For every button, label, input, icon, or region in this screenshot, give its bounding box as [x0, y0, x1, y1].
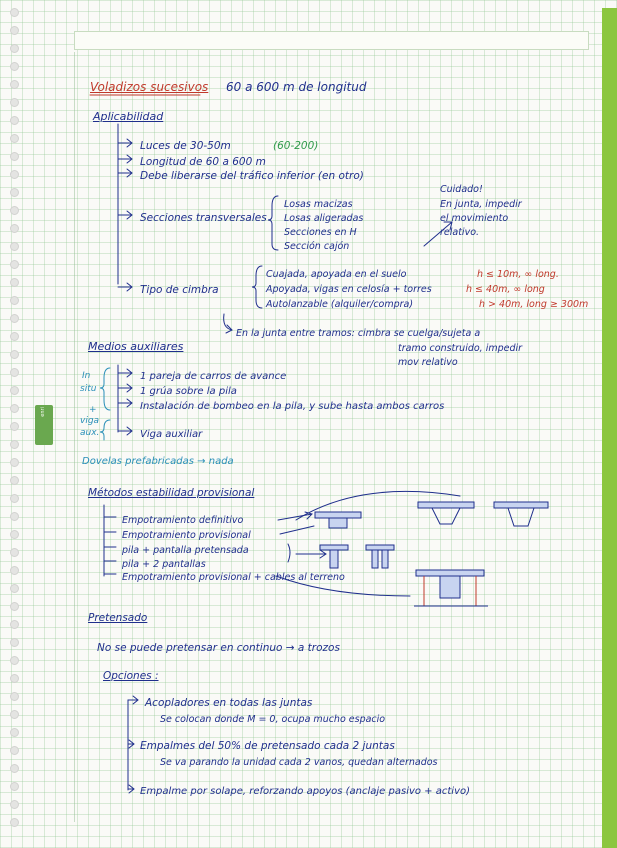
stab-arrow-4	[276, 576, 410, 596]
dovelas-note: Dovelas prefabricadas → nada	[82, 456, 234, 467]
aux-item-3: Instalación de bombeo en la pila, y sube hasta ambos carros	[140, 401, 445, 412]
section-4: Sección cajón	[284, 241, 350, 252]
note-line-3: el movimiento	[440, 213, 509, 224]
tree-arrow-1	[118, 139, 132, 147]
viga-aux-label-1: +	[89, 405, 97, 415]
aux-heading: Medios auxiliares	[88, 340, 184, 353]
stability-item-4: pila + 2 pantallas	[122, 559, 206, 570]
section-2: Losas aligeradas	[284, 213, 364, 224]
aux-item-1: 1 pareja de carros de avance	[140, 371, 287, 382]
note-line-2: En junta, impedir	[440, 199, 522, 210]
opt-arrow-1	[128, 696, 138, 704]
cimbra-2: Apoyada, vigas en celosía + torres	[266, 284, 432, 295]
prestress-text: No se puede pretensar en continuo → a trozos	[97, 642, 340, 654]
aux-item-2: 1 grúa sobre la pila	[140, 386, 237, 397]
logo-text: enri	[40, 407, 46, 417]
in-situ-label-2: situ	[80, 384, 97, 394]
title-main: Voladizos sucesivos	[90, 80, 209, 94]
app-item-1: Luces de 30-50m	[140, 140, 231, 152]
option-2-title: Empalmes del 50% de pretensado cada 2 juntas	[140, 740, 395, 752]
stability-item-3: pila + pantalla pretensada	[122, 545, 249, 556]
opt-arrow-2	[128, 740, 134, 748]
aux-arrow-2	[118, 384, 132, 392]
note-arrow	[424, 222, 452, 246]
tree-arrow-2	[118, 155, 132, 163]
option-1-detail: Se colocan donde M = 0, ocupa mucho espacio	[160, 714, 386, 725]
opt-arrow-3	[128, 785, 134, 793]
sections-label: Secciones transversales	[140, 212, 267, 224]
option-1-title: Acopladores en todas las juntas	[145, 697, 313, 709]
cimbra-brace	[252, 266, 262, 308]
aux-arrow-3	[118, 399, 132, 407]
aux-arrow-4	[118, 427, 132, 435]
joint-note-1: En la junta entre tramos: cimbra se cuelga/sujeta a	[236, 328, 481, 339]
bridge-sketches	[315, 502, 548, 606]
cimbra-limit-3: h > 40m, long ≥ 300m	[479, 299, 589, 310]
app-item-1-range: (60-200)	[273, 140, 319, 152]
in-situ-brace	[100, 368, 110, 410]
section-1: Losas macizas	[284, 199, 353, 210]
cimbra-3: Autolanzable (alquiler/compra)	[266, 299, 414, 310]
applicability-heading: Aplicabilidad	[93, 110, 164, 123]
cimbra-1: Cuajada, apoyada en el suelo	[266, 269, 407, 280]
joint-note-3: mov relativo	[398, 357, 458, 368]
app-item-2: Longitud de 60 a 600 m	[140, 156, 266, 168]
tree-arrow-3	[118, 169, 132, 177]
stability-item-5: Empotramiento provisional + cables al terreno	[122, 572, 345, 583]
cimbra-limit-1: h ≤ 10m, ∞ long.	[477, 269, 559, 280]
joint-note-2: tramo construido, impedir	[398, 343, 523, 354]
stability-heading: Métodos estabilidad provisional	[88, 487, 255, 499]
options-heading: Opciones :	[103, 670, 159, 682]
sketch-deck-1	[315, 512, 361, 518]
title-range: 60 a 600 m de longitud	[226, 80, 367, 94]
prestress-heading: Pretensado	[88, 612, 148, 624]
viga-aux-label-2: viga	[80, 416, 100, 426]
aux-item-4: Viga auxiliar	[140, 429, 203, 440]
cimbra-label: Tipo de cimbra	[140, 284, 219, 296]
tree-arrow-5	[118, 283, 132, 291]
cimbra-limit-2: h ≤ 40m, ∞ long	[466, 284, 545, 295]
stab-arrow-2	[280, 526, 314, 534]
section-3: Secciones en H	[284, 227, 357, 238]
viga-aux-label-3: aux.	[80, 428, 100, 438]
viga-brace	[100, 420, 110, 440]
stability-arrows	[104, 517, 116, 574]
stability-item-2: Empotramiento provisional	[122, 530, 251, 541]
note-line-1: Cuidado!	[440, 184, 483, 195]
in-situ-label-1: In	[82, 371, 91, 381]
app-item-3: Debe liberarse del tráfico inferior (en otro)	[140, 170, 364, 182]
aux-arrow-1	[118, 369, 132, 377]
joint-arrow	[224, 314, 232, 333]
stab-brace	[288, 544, 290, 562]
note-line-4: relativo.	[440, 227, 480, 238]
stab-arrow-3	[296, 550, 326, 558]
option-3-title: Empalme por solape, reforzando apoyos (anclaje pasivo + activo)	[140, 786, 471, 797]
option-2-detail: Se va parando la unidad cada 2 vanos, quedan alternados	[160, 757, 438, 768]
tree-arrow-4	[118, 211, 132, 219]
stability-item-1: Empotramiento definitivo	[122, 515, 244, 526]
sections-brace	[268, 196, 278, 250]
